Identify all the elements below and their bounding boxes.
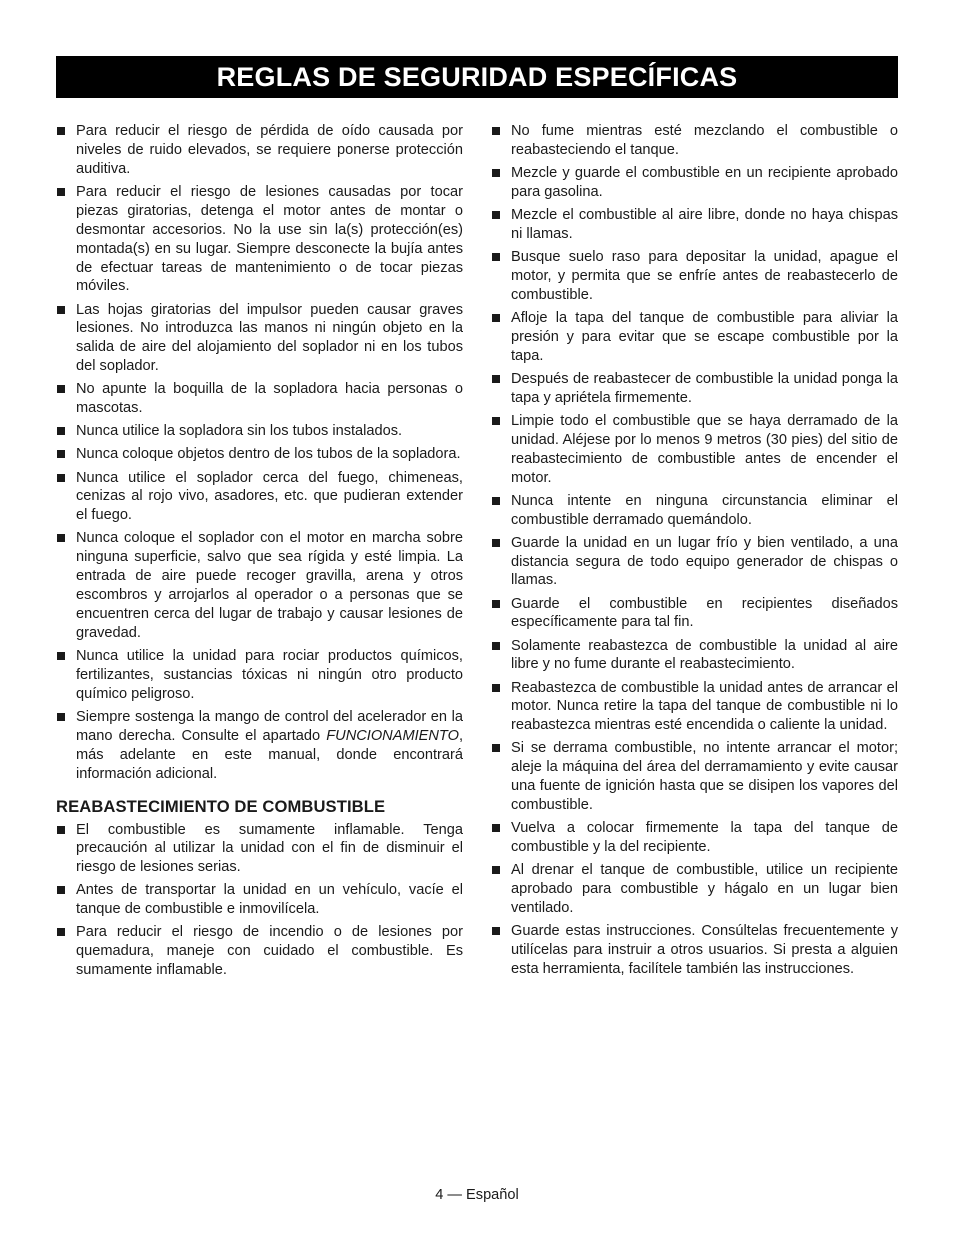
square-bullet-icon	[57, 385, 65, 393]
square-bullet-icon	[492, 684, 500, 692]
fuel-section-heading: REABASTECIMIENTO DE COMBUSTIBLE	[56, 796, 386, 816]
list-item: Para reducir el riesgo de lesiones causadas por tocar piezas giratorias, detenga el motor antes de montar o desmontar accesorios. No la use sin la(s) protección(es) montada(s) en su lugar. Siempre desconecte la bujía antes de efectuar tareas de mantenimiento o de tocar piezas móviles.	[56, 183, 463, 296]
square-bullet-icon	[57, 127, 65, 135]
square-bullet-icon	[492, 600, 500, 608]
square-bullet-icon	[57, 534, 65, 542]
square-bullet-icon	[492, 375, 500, 383]
page-title: REGLAS DE SEGURIDAD ESPECÍFICAS	[56, 56, 898, 98]
list-item: Nunca coloque el soplador con el motor en marcha sobre ninguna superficie, salvo que sea rígida y esté limpia. La entrada de aire puede recoger gravilla, arena y otros escombros y arrojarlos al operador o a personas que se encuentren cerca del lugar de trabajo y causar lesiones de gravedad.	[56, 529, 463, 642]
list-item: Nunca intente en ninguna circunstancia eliminar el combustible derramado quemándolo.	[491, 492, 898, 530]
list-item: Antes de transportar la unidad en un vehículo, vacíe el tanque de combustible e inmovilícela.	[56, 881, 463, 919]
square-bullet-icon	[57, 826, 65, 834]
list-item: Nunca utilice la unidad para rociar productos químicos, fertilizantes, sustancias tóxicas ni ningún otro producto químico peligroso.	[56, 647, 463, 704]
square-bullet-icon	[492, 497, 500, 505]
list-item: No apunte la boquilla de la sopladora hacia personas o mascotas.	[56, 380, 463, 418]
square-bullet-icon	[57, 450, 65, 458]
list-item: Para reducir el riesgo de pérdida de oído causada por niveles de ruido elevados, se requiere ponerse protección auditiva.	[56, 122, 463, 179]
list-item: Al drenar el tanque de combustible, utilice un recipiente aprobado para combustible y hágalo en un lugar bien ventilado.	[491, 861, 898, 918]
fuel-rules-list-continued	[491, 122, 898, 979]
list-item: Guarde estas instrucciones. Consúltelas frecuentemente y utilícelas para instruir a otros usuarios. Si presta a alguien esta herramienta, facilítele también las instrucciones.	[491, 922, 898, 979]
safety-rules-list	[56, 122, 463, 784]
list-item: Vuelva a colocar firmemente la tapa del tanque de combustible y la del recipiente.	[491, 819, 898, 857]
list-item: Mezcle el combustible al aire libre, donde no haya chispas ni llamas.	[491, 206, 898, 244]
fuel-rules-list	[56, 821, 463, 981]
square-bullet-icon	[492, 866, 500, 874]
list-item: Las hojas giratorias del impulsor pueden causar graves lesiones. No introduzca las manos ni ningún objeto en la salida de aire del alojamiento del soplador ni en los tubos del soplador.	[56, 301, 463, 377]
list-item: Reabastezca de combustible la unidad antes de arrancar el motor. Nunca retire la tapa del tanque de combustible ni lo reabastezca mientras esté encendida o caliente la unidad.	[491, 679, 898, 736]
page-footer: 4 — Español	[435, 1187, 519, 1203]
right-column	[491, 122, 898, 983]
square-bullet-icon	[492, 253, 500, 261]
square-bullet-icon	[492, 642, 500, 650]
list-item: No fume mientras esté mezclando el combustible o reabasteciendo el tanque.	[491, 122, 898, 160]
square-bullet-icon	[492, 211, 500, 219]
list-item: Limpie todo el combustible que se haya derramado de la unidad. Aléjese por lo menos 9 metros (30 pies) del sitio de reabastecimiento de combustible antes de encender el motor.	[491, 412, 898, 488]
left-column	[56, 122, 463, 984]
list-item: Siempre sostenga la mango de control del acelerador en la mano derecha. Consulte el apartado FUNCIONAMIENTO, más adelante en este manual, donde encontrará información adicional.	[56, 708, 463, 784]
square-bullet-icon	[492, 744, 500, 752]
square-bullet-icon	[492, 824, 500, 832]
square-bullet-icon	[492, 539, 500, 547]
square-bullet-icon	[57, 306, 65, 314]
list-item: Nunca utilice la sopladora sin los tubos instalados.	[56, 422, 463, 441]
square-bullet-icon	[57, 652, 65, 660]
square-bullet-icon	[57, 713, 65, 721]
square-bullet-icon	[57, 928, 65, 936]
list-item: Para reducir el riesgo de incendio o de lesiones por quemadura, maneje con cuidado el combustible. Es sumamente inflamable.	[56, 923, 463, 980]
square-bullet-icon	[492, 314, 500, 322]
list-item: Busque suelo raso para depositar la unidad, apague el motor, y permita que se enfríe antes de reabastecerlo de combustible.	[491, 248, 898, 305]
section-reference: FUNCIONAMIENTO	[326, 727, 459, 744]
list-item: Nunca coloque objetos dentro de los tubos de la sopladora.	[56, 445, 463, 464]
square-bullet-icon	[57, 474, 65, 482]
list-item: Afloje la tapa del tanque de combustible para aliviar la presión y para evitar que se escape combustible por la tapa.	[491, 309, 898, 366]
square-bullet-icon	[492, 417, 500, 425]
list-item: Si se derrama combustible, no intente arrancar el motor; aleje la máquina del área del derramamiento y evite causar una fuente de ignición hasta que se disipen los vapores del combustible.	[491, 739, 898, 815]
square-bullet-icon	[492, 927, 500, 935]
square-bullet-icon	[492, 127, 500, 135]
square-bullet-icon	[57, 427, 65, 435]
list-item: Mezcle y guarde el combustible en un recipiente aprobado para gasolina.	[491, 164, 898, 202]
square-bullet-icon	[492, 169, 500, 177]
list-item: El combustible es sumamente inflamable. Tenga precaución al utilizar la unidad con el fin de disminuir el riesgo de lesiones serias.	[56, 821, 463, 878]
list-item: Nunca utilice el soplador cerca del fuego, chimeneas, cenizas al rojo vivo, asadores, etc. que pudieran extender el fuego.	[56, 469, 463, 526]
square-bullet-icon	[57, 188, 65, 196]
list-item: Después de reabastecer de combustible la unidad ponga la tapa y apriétela firmemente.	[491, 370, 898, 408]
square-bullet-icon	[57, 886, 65, 894]
list-item: Solamente reabastezca de combustible la unidad al aire libre y no fume durante el reabastecimiento.	[491, 637, 898, 675]
list-item: Guarde la unidad en un lugar frío y bien ventilado, a una distancia segura de todo equipo generador de chispas o llamas.	[491, 534, 898, 591]
list-item: Guarde el combustible en recipientes diseñados específicamente para tal fin.	[491, 595, 898, 633]
